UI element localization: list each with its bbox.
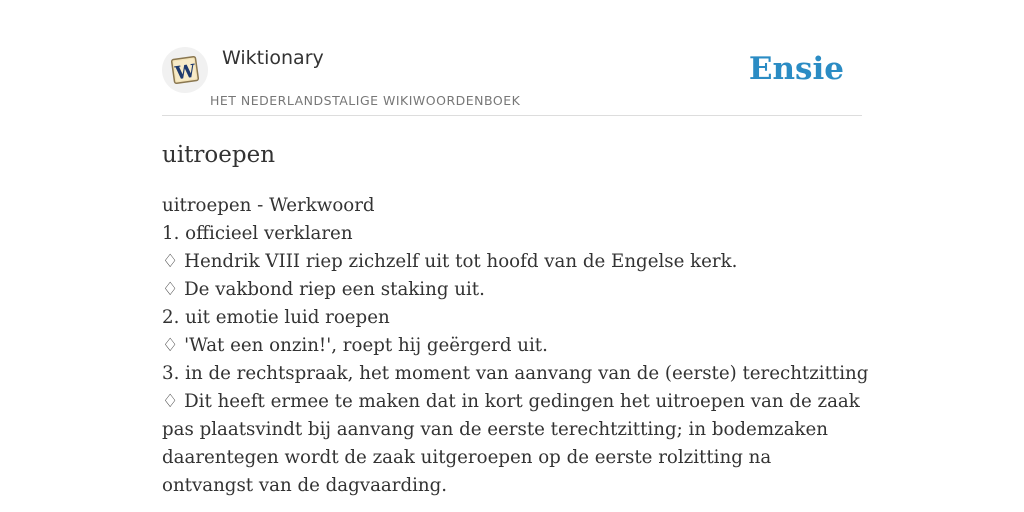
site-name[interactable]: Wiktionary	[222, 47, 324, 69]
example-2a: ♢ 'Wat een onzin!', roept hij geërgerd uit.	[162, 335, 548, 356]
example-1a: ♢ Hendrik VIII riep zichzelf uit tot hoofd van de Engelse kerk.	[162, 251, 738, 272]
word-class-line: uitroepen - Werkwoord	[162, 195, 375, 216]
sense-2: 2. uit emotie luid roepen	[162, 307, 390, 328]
site-subtitle: HET NEDERLANDSTALIGE WIKIWOORDENBOEK	[210, 93, 521, 108]
sense-1: 1. officieel verklaren	[162, 223, 353, 244]
example-1b: ♢ De vakbond riep een staking uit.	[162, 279, 485, 300]
dictionary-card	[162, 40, 869, 496]
logo-letter: W	[173, 60, 197, 85]
sense-3: 3. in de rechtspraak, het moment van aanvang van de (eerste) terechtzitting	[162, 363, 869, 384]
wiktionary-logo-icon[interactable]	[162, 47, 208, 93]
example-3a: ♢ Dit heeft ermee te maken dat in kort gedingen het uitroepen van de zaak pas plaatsvindt bij aanvang van de eerste terechtzitting; in bodemzaken daarentegen wordt de zaak uitgeroepen op de eerste rolzitting na ontvangst van de dagvaarding.	[162, 391, 860, 496]
brand-logo[interactable]: Ensie	[748, 51, 844, 87]
definition-body	[162, 192, 869, 500]
page-title: uitroepen	[162, 142, 276, 168]
logo-tile-graphic	[168, 53, 202, 87]
page-header	[162, 40, 862, 116]
